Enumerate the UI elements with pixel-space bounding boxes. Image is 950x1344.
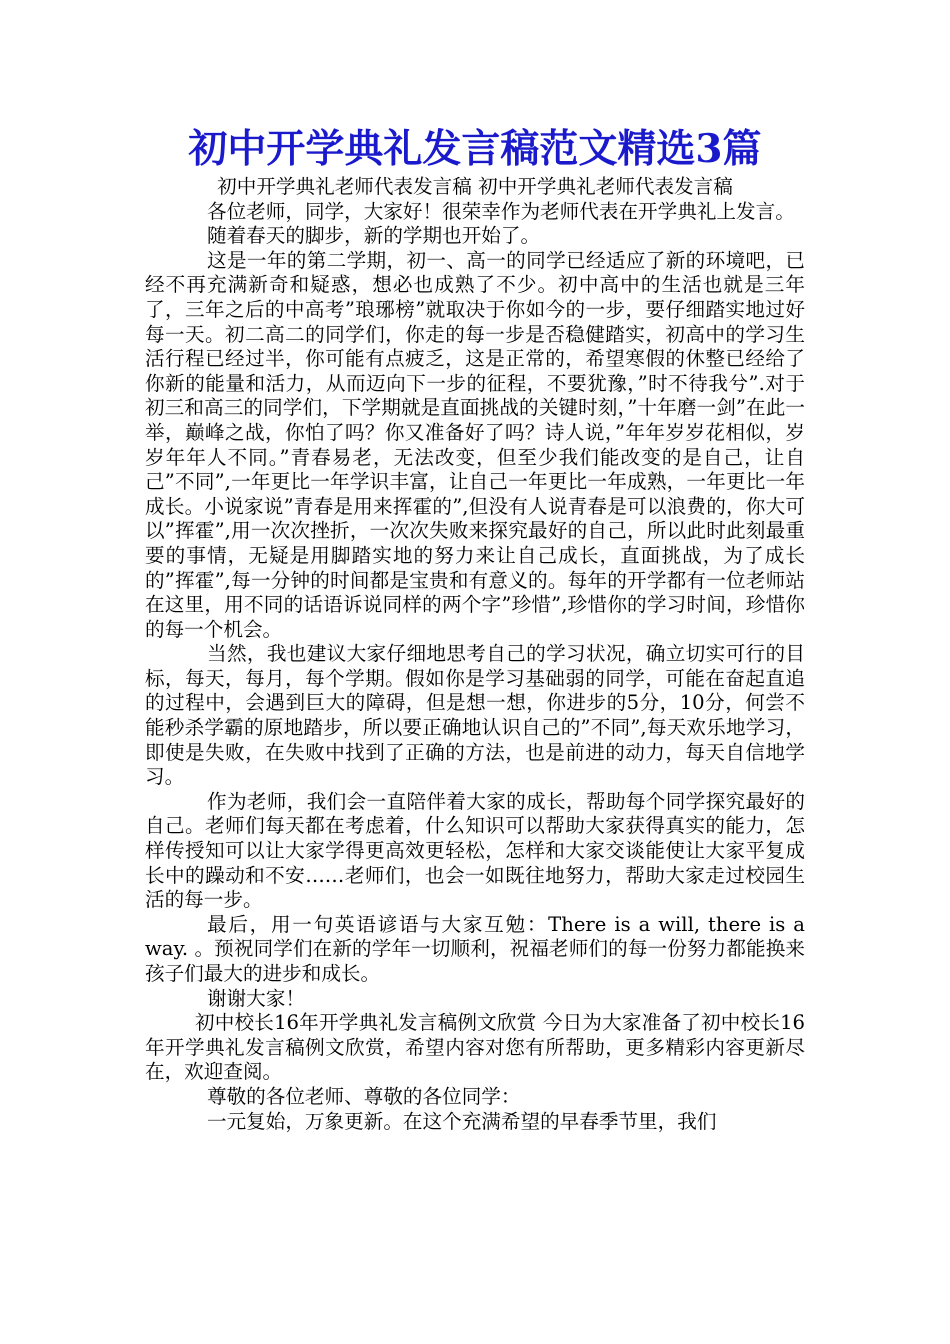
paragraph-intro: 初中校长16年开学典礼发言稿例文欣赏 今日为大家准备了初中校长16年开学典礼发言稿例文欣赏，希望内容对您有所帮助，更多精彩内容更新尽在，欢迎查阅。 <box>145 1011 805 1084</box>
section-heading: 初中开学典礼老师代表发言稿 初中开学典礼老师代表发言稿 <box>217 175 733 198</box>
document-title: 初中开学典礼发言稿范文精选3篇 <box>188 126 762 172</box>
paragraph-salutation: 尊敬的各位老师、尊敬的各位同学： <box>207 1084 521 1108</box>
paragraph: 当然，我也建议大家仔细地思考自己的学习状况，确立切实可行的目标，每天，每月，每个学期。假如你是学习基础弱的同学，可能在奋起直追的过程中，会遇到巨大的障碍，但是想一想，你进步的5分，10分，何尝不能秒杀学霸的原地踏步，所以要正确地认识自己的”不同”,每天欢乐地学习，即使是失败，在失败中找到了正确的方法，也是前进的动力，每天自信地学习。 <box>145 642 805 789</box>
paragraph: 最后，用一句英语谚语与大家互勉：There is a will, there is a way. 。预祝同学们在新的学年一切顺利，祝福老师们的每一份努力都能换来孩子们最大的进步和成长。 <box>145 912 805 985</box>
paragraph: 一元复始，万象更新。在这个充满希望的早春季节里，我们 <box>207 1109 717 1133</box>
paragraph: 这是一年的第二学期，初一、高一的同学已经适应了新的环境吧，已经不再充满新奇和疑惑，想必也成熟了不少。初中高中的生活也就是三年了，三年之后的中高考”琅琊榜”就取决于你如今的一步，要仔细踏实地过好每一天。初二高二的同学们，你走的每一步是否稳健踏实，初高中的学习生活行程已经过半，你可能有点疲乏，这是正常的，希望寒假的休整已经给了你新的能量和活力，从而迈向下一步的征程，不要犹豫，”时不待我兮”.对于初三和高三的同学们，下学期就是直面挑战的关键时刻，”十年磨一剑”在此一举，巅峰之战，你怕了吗？你又准备好了吗？诗人说，”年年岁岁花相似，岁岁年年人不同。”青春易老，无法改变，但至少我们能改变的是自己，让自己”不同”,一年更比一年学识丰富，让自己一年更比一年成熟，一年更比一年成长。小说家说”青春是用来挥霍的”,但没有人说青春是可以浪费的，你大可以”挥霍”,用一次次挫折，一次次失败来探究最好的自己，所以此时此刻最重要的事情，无疑是用脚踏实地的努力来让自己成长，直面挑战，为了成长的”挥霍”,每一分钟的时间都是宝贵和有意义的。每年的开学都有一位老师站在这里，用不同的话语诉说同样的两个字”珍惜”,珍惜你的学习时间，珍惜你的每一个机会。 <box>145 248 805 641</box>
paragraph-thanks: 谢谢大家！ <box>207 986 305 1010</box>
paragraph-greeting: 各位老师，同学，大家好！很荣幸作为老师代表在开学典礼上发言。 <box>207 199 795 223</box>
paragraph: 随着春天的脚步，新的学期也开始了。 <box>207 224 541 248</box>
paragraph: 作为老师，我们会一直陪伴着大家的成长，帮助每个同学探究最好的自己。老师们每天都在考虑着，什么知识可以帮助大家获得真实的能力，怎样传授知可以让大家学得更高效更轻松，怎样和大家交谈能使让大家平复成长中的躁动和不安……老师们，也会一如既往地努力，帮助大家走过校园生活的每一步。 <box>145 789 805 912</box>
document-body <box>145 175 805 1134</box>
